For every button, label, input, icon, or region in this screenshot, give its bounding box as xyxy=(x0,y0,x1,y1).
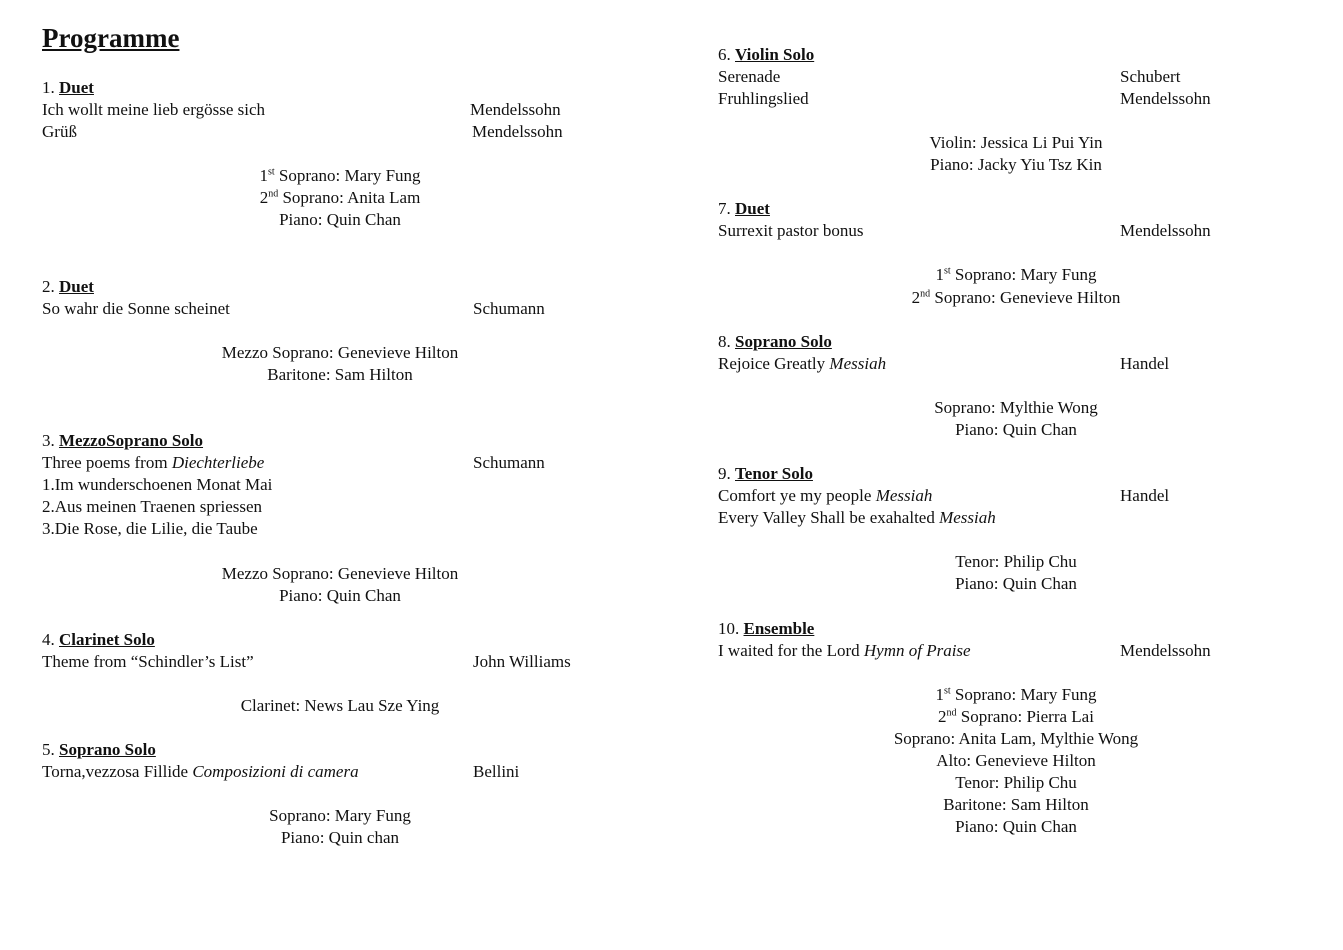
section-number: 5. xyxy=(42,740,55,759)
composer: Mendelssohn xyxy=(1120,221,1211,240)
piece-title: Serenade xyxy=(718,67,781,86)
section-number: 6. xyxy=(718,45,731,64)
composer: John Williams xyxy=(473,652,571,671)
section-number: 2. xyxy=(42,277,55,296)
performer: Piano: Jacky Yiu Tsz Kin xyxy=(930,155,1102,174)
piece-title: I waited for the Lord Hymn of Praise xyxy=(718,641,971,660)
section-5-heading xyxy=(42,739,156,761)
performer: 1st Soprano: Mary Fung xyxy=(935,685,1097,704)
performer: 1st Soprano: Mary Fung xyxy=(935,265,1097,284)
piece-title: Torna,vezzosa Fillide Composizioni di camera xyxy=(42,762,359,781)
section-title: Violin Solo xyxy=(735,45,815,64)
section-6-heading xyxy=(718,44,814,66)
section-title: Ensemble xyxy=(743,619,815,638)
performer: Mezzo Soprano: Genevieve Hilton xyxy=(221,343,459,362)
composer: Handel xyxy=(1120,486,1170,505)
piece-title: Ich wollt meine lieb ergösse sich xyxy=(42,100,265,119)
composer: Schumann xyxy=(473,453,545,472)
performer: Piano: Quin Chan xyxy=(279,586,401,605)
section-8-heading xyxy=(718,331,832,353)
performer: Violin: Jessica Li Pui Yin xyxy=(929,133,1103,152)
section-number: 10. xyxy=(718,619,740,638)
performer: Piano: Quin chan xyxy=(280,828,400,847)
piece-movement: 2.Aus meinen Traenen spriessen xyxy=(42,497,263,516)
performer: Piano: Quin Chan xyxy=(955,817,1077,836)
section-title: Soprano Solo xyxy=(735,332,832,351)
performer: Piano: Quin Chan xyxy=(279,210,401,229)
composer: Mendelssohn xyxy=(1120,89,1211,108)
section-number: 3. xyxy=(42,431,55,450)
composer: Schubert xyxy=(1120,67,1181,86)
piece-title: Surrexit pastor bonus xyxy=(718,221,864,240)
performer: Clarinet: News Lau Sze Ying xyxy=(240,696,440,715)
performer: Baritone: Sam Hilton xyxy=(943,795,1089,814)
performer: Piano: Quin Chan xyxy=(955,574,1077,593)
section-title: Duet xyxy=(59,78,94,97)
section-number: 4. xyxy=(42,630,55,649)
section-title: MezzoSoprano Solo xyxy=(59,431,204,450)
performer: 2nd Soprano: Genevieve Hilton xyxy=(911,288,1121,307)
performer: 2nd Soprano: Pierra Lai xyxy=(938,707,1094,726)
section-number: 7. xyxy=(718,199,731,218)
performer: Baritone: Sam Hilton xyxy=(267,365,413,384)
composer: Schumann xyxy=(473,299,545,318)
section-number: 8. xyxy=(718,332,731,351)
section-1-heading xyxy=(42,77,94,99)
section-10-heading xyxy=(718,618,814,640)
section-2-heading xyxy=(42,276,94,298)
performer: Tenor: Philip Chu xyxy=(955,552,1077,571)
composer: Handel xyxy=(1120,354,1170,373)
piece-title: Rejoice Greatly Messiah xyxy=(718,354,887,373)
composer: Mendelssohn xyxy=(470,100,561,119)
section-7-heading xyxy=(718,198,770,220)
performer: Tenor: Philip Chu xyxy=(955,773,1077,792)
piece-title: Fruhlingslied xyxy=(718,89,809,108)
performer: Mezzo Soprano: Genevieve Hilton xyxy=(221,564,459,583)
piece-movement: 1.Im wunderschoenen Monat Mai xyxy=(42,475,273,494)
performer: Alto: Genevieve Hilton xyxy=(936,751,1096,770)
section-title: Tenor Solo xyxy=(735,464,813,483)
performer: Piano: Quin Chan xyxy=(955,420,1077,439)
piece-title: So wahr die Sonne scheinet xyxy=(42,299,230,318)
performer: Soprano: Mary Fung xyxy=(269,806,411,825)
section-title: Duet xyxy=(59,277,94,296)
piece-title: Theme from “Schindler’s List” xyxy=(42,652,254,671)
performer: 1st Soprano: Mary Fung xyxy=(259,166,421,185)
page-title: Programme xyxy=(42,23,180,53)
section-3-heading xyxy=(42,430,203,452)
section-number: 9. xyxy=(718,464,731,483)
section-title: Duet xyxy=(735,199,770,218)
piece-title: Every Valley Shall be exahalted Messiah xyxy=(718,508,996,527)
composer: Mendelssohn xyxy=(1120,641,1211,660)
piece-title: Grüß xyxy=(42,122,77,141)
performer: Soprano: Mylthie Wong xyxy=(934,398,1098,417)
section-title: Soprano Solo xyxy=(59,740,156,759)
section-title: Clarinet Solo xyxy=(59,630,155,649)
section-number: 1. xyxy=(42,78,55,97)
piece-title: Three poems from Diechterliebe xyxy=(42,453,265,472)
section-4-heading xyxy=(42,629,155,651)
composer: Bellini xyxy=(473,762,520,781)
section-9-heading xyxy=(718,463,813,485)
performer: Soprano: Anita Lam, Mylthie Wong xyxy=(893,729,1139,748)
piece-title: Comfort ye my people Messiah xyxy=(718,486,933,505)
composer: Mendelssohn xyxy=(472,122,563,141)
performer: 2nd Soprano: Anita Lam xyxy=(259,188,421,207)
piece-movement: 3.Die Rose, die Lilie, die Taube xyxy=(42,519,258,538)
